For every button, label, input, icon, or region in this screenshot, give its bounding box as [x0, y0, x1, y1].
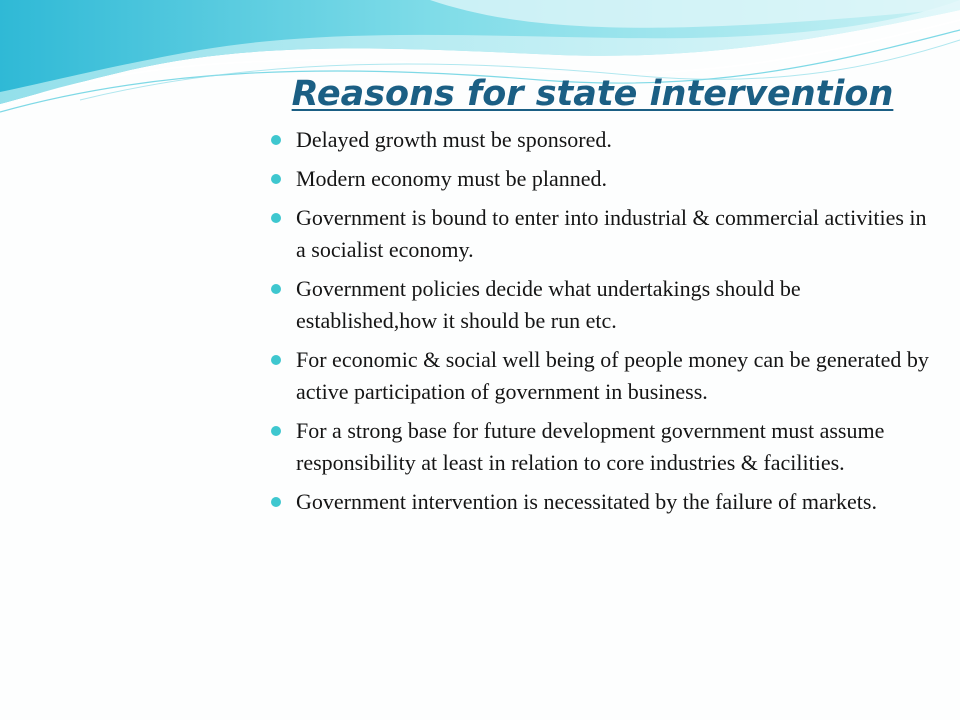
- bullet-icon: [271, 135, 281, 145]
- bullet-text: Modern economy must be planned.: [296, 166, 607, 191]
- list-item: [270, 202, 940, 266]
- bullet-text: Government policies decide what undertakings should be established,how it should be run etc.: [296, 276, 801, 333]
- bullet-text: For a strong base for future development government must assume responsibility at least in relation to core industries & facilities.: [296, 418, 885, 475]
- bullet-icon: [271, 174, 281, 184]
- list-item: [270, 415, 940, 479]
- bullet-text: Government is bound to enter into industrial & commercial activities in a socialist economy.: [296, 205, 927, 262]
- bullet-text: Government intervention is necessitated by the failure of markets.: [296, 489, 877, 514]
- bullet-icon: [271, 426, 281, 436]
- list-item: [270, 273, 940, 337]
- bullet-icon: [271, 284, 281, 294]
- bullet-icon: [271, 213, 281, 223]
- list-item: [270, 124, 940, 156]
- bullet-list: [270, 124, 940, 525]
- list-item: [270, 163, 940, 195]
- bullet-text: Delayed growth must be sponsored.: [296, 127, 612, 152]
- bullet-text: For economic & social well being of people money can be generated by active participation of government in business.: [296, 347, 929, 404]
- bullet-icon: [271, 497, 281, 507]
- bullet-icon: [271, 355, 281, 365]
- list-item: [270, 486, 940, 518]
- slide-title: Reasons for state intervention: [291, 74, 894, 114]
- list-item: [270, 344, 940, 408]
